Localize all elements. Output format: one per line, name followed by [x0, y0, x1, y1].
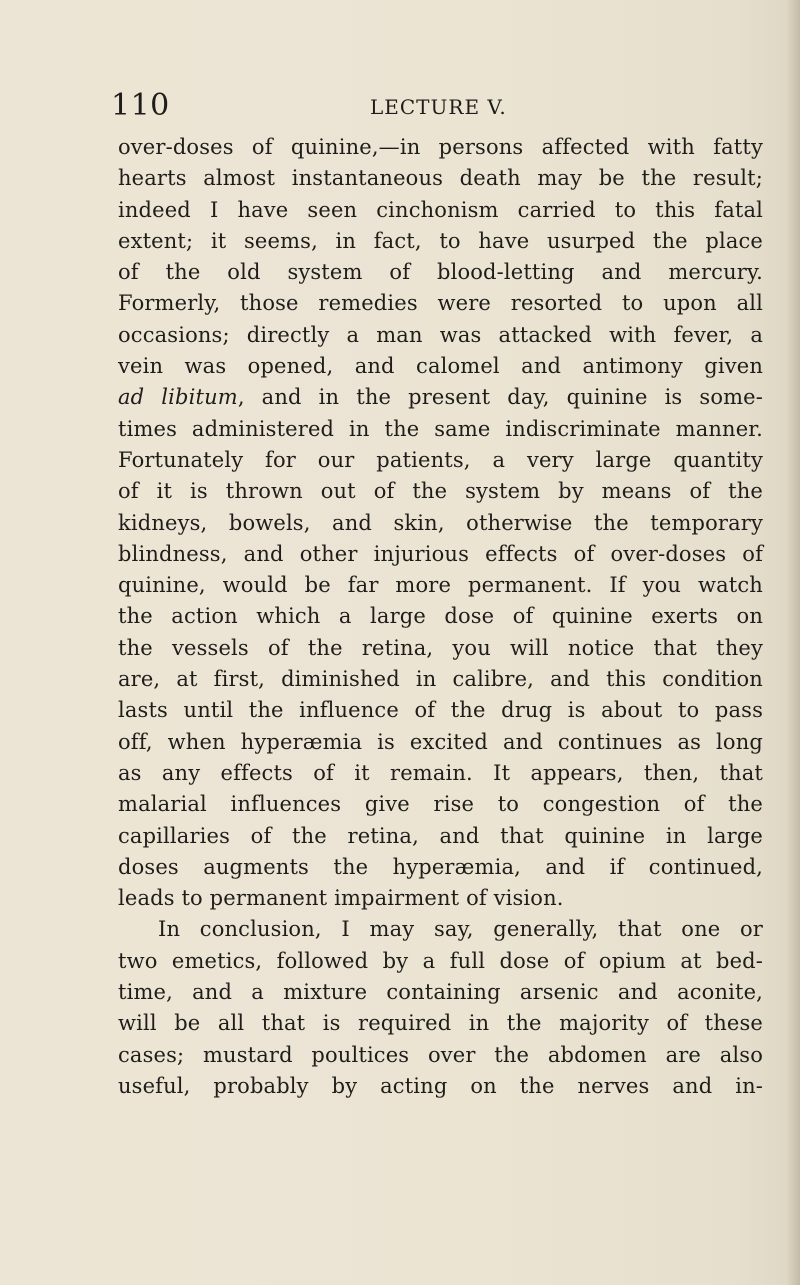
text-line: indeed I have seen cinchonism carried to this fatal [118, 197, 763, 222]
text-line: over-doses of quinine,—in persons affected with fatty [118, 135, 763, 159]
text-line: of it is thrown out of the system by means of the [118, 479, 763, 504]
text-line: two emetics, followed by a full dose of opium at bed- [118, 948, 763, 973]
text-line: Formerly, those remedies were resorted to upon all [118, 291, 763, 316]
text-line: the vessels of the retina, you will notice that they [118, 635, 763, 660]
text-line: will be all that is required in the majority of these [118, 1011, 763, 1036]
text-line: useful, probably by acting on the nerves and in- [118, 1073, 763, 1098]
text-line: extent; it seems, in fact, to have usurped the place [118, 228, 763, 253]
page-number: 110 [111, 88, 170, 123]
text-line-rest: , and in the present day, quinine is some- [237, 385, 763, 410]
text-line-paragraph-end: leads to permanent impairment of vision. [118, 886, 564, 911]
running-title: LECTURE V. [370, 95, 507, 119]
page-header [111, 86, 771, 126]
text-line: blindness, and other injurious effects of over-doses of [118, 541, 763, 566]
text-line-with-italic [118, 382, 763, 413]
text-line: Fortunately for our patients, a very large quantity [118, 447, 763, 472]
text-line: vein was opened, and calomel and antimony given [118, 354, 763, 379]
text-line: lasts until the influence of the drug is about to pass [118, 698, 763, 723]
text-line: of the old system of blood-letting and mercury. [118, 260, 763, 285]
text-line: are, at first, diminished in calibre, and this condition [118, 667, 763, 692]
text-line: kidneys, bowels, and skin, otherwise the temporary [118, 510, 763, 535]
text-line: malarial influences give rise to congestion of the [118, 792, 763, 817]
italic-phrase: ad libitum [118, 385, 238, 410]
text-line: quinine, would be far more permanent. If you watch [118, 573, 763, 598]
text-line: the action which a large dose of quinine exerts on [118, 604, 763, 629]
text-line: off, when hyperæmia is excited and continues as long [118, 729, 763, 754]
text-line: cases; mustard poultices over the abdomen are also [118, 1042, 763, 1067]
text-line: time, and a mixture containing arsenic and aconite, [118, 980, 763, 1005]
text-line: times administered in the same indiscriminate manner. [118, 416, 763, 441]
text-line: hearts almost instantaneous death may be the result; [118, 166, 763, 191]
page-edge-shadow [786, 0, 800, 1285]
text-line: doses augments the hyperæmia, and if continued, [118, 854, 763, 879]
text-line: occasions; directly a man was attacked with fever, a [118, 322, 763, 347]
body-text [118, 132, 763, 1102]
text-line-paragraph-start: In conclusion, I may say, generally, that one or [158, 917, 763, 942]
text-line: as any effects of it remain. It appears, then, that [118, 760, 763, 785]
text-line: capillaries of the retina, and that quinine in large [118, 823, 763, 848]
